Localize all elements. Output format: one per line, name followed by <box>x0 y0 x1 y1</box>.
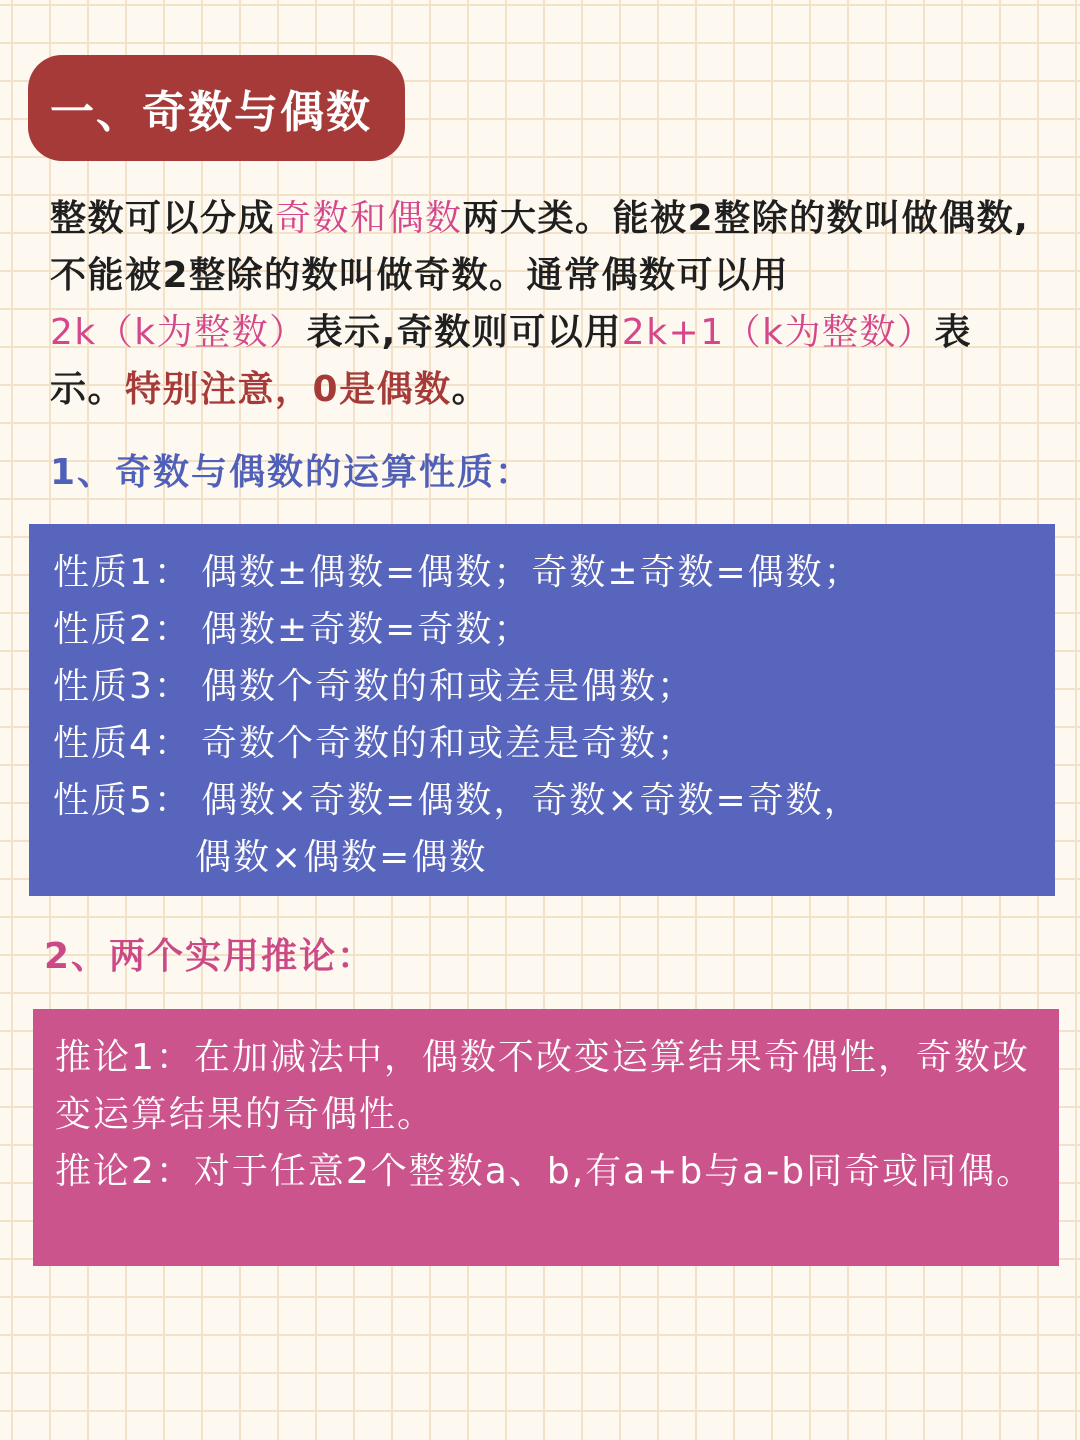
property-row <box>53 715 1055 772</box>
property-label: 性质3： <box>53 666 192 707</box>
intro-text-5: 。 <box>451 369 490 410</box>
intro-text-3: 表示,奇数则可以用 <box>306 312 622 353</box>
property-label: 性质5： <box>53 780 192 821</box>
corollaries-box <box>33 1009 1059 1266</box>
property-row <box>53 544 1055 601</box>
corollary-item: 推论2：对于任意2个整数a、b,有a+b与a-b同奇或同偶。 <box>55 1151 1035 1192</box>
intro-highlight-odd-even: 奇数和偶数 <box>275 198 463 239</box>
intro-text-4: 表示。 <box>50 312 972 410</box>
corollary-item: 推论1：在加减法中，偶数不改变运算结果奇偶性，奇数改变运算结果的奇偶性。 <box>55 1037 1030 1135</box>
intro-paragraph <box>50 190 1035 418</box>
section-title-badge <box>28 55 405 161</box>
property-label: 性质4： <box>53 723 192 764</box>
property-text: 偶数±偶数=偶数；奇数±奇数=偶数； <box>201 552 862 593</box>
property-text: 奇数个奇数的和或差是奇数； <box>201 723 696 764</box>
property-row <box>53 772 1055 829</box>
properties-box <box>29 524 1055 896</box>
section-title: 一、奇数与偶数 <box>50 87 372 138</box>
property-row <box>53 658 1055 715</box>
property-text: 偶数±奇数=奇数； <box>201 609 532 650</box>
property-row <box>53 601 1055 658</box>
intro-special-note: 特别注意，0是偶数 <box>125 369 452 410</box>
property-label: 性质2： <box>53 609 192 650</box>
intro-highlight-odd-formula: 2k+1（k为整数） <box>621 312 935 353</box>
corollaries-heading: 2、两个实用推论： <box>44 936 376 977</box>
intro-highlight-even-formula: 2k（k为整数） <box>50 312 307 353</box>
intro-text-2: 两大类。能被2整除的数叫做偶数,不能被2整除的数叫做奇数。通常偶数可以用 <box>50 198 1030 296</box>
property-text: 偶数×奇数=偶数，奇数×奇数=奇数， <box>201 780 862 821</box>
properties-heading: 1、奇数与偶数的运算性质： <box>50 452 534 493</box>
property-continuation: 偶数×偶数=偶数 <box>195 837 488 878</box>
property-label: 性质1： <box>53 552 192 593</box>
property-text: 偶数个奇数的和或差是偶数； <box>201 666 696 707</box>
intro-text-1: 整数可以分成 <box>50 198 276 239</box>
